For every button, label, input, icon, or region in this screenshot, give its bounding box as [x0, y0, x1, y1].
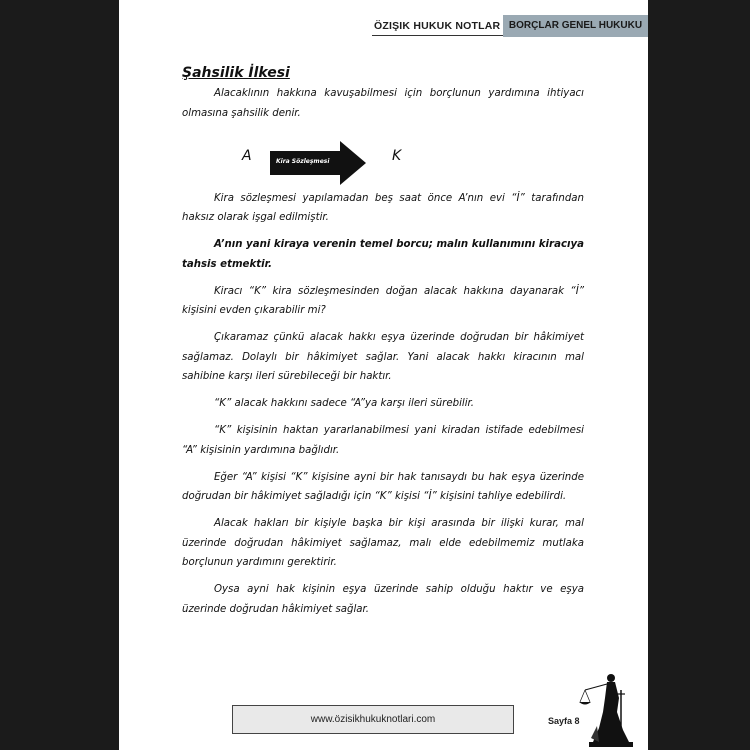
- section-title: Şahsilik İlkesi: [182, 65, 290, 81]
- paragraph: Kiracı “K” kira sözleşmesinden doğan alacak hakkına dayanarak “İ” kişisini evden çıkarabilir mi?: [182, 285, 584, 316]
- paragraph: Eğer “A” kişisi “K” kişisine ayni bir hak tanısaydı bu hak eşya üzerinde doğrudan bir hâkimiyet sağladığı için “K” kişisi “İ” kişisini tahliye edebilirdi.: [182, 471, 584, 502]
- header-underline: [372, 35, 504, 36]
- paragraph: “K” kişisinin haktan yararlanabilmesi yani kiradan istifade edebilmesi “A” kişisinin yardımına bağlıdır.: [182, 425, 584, 456]
- arrow-label: Kira Sözleşmesi: [276, 157, 330, 165]
- intro-paragraph: Alacaklının hakkına kavuşabilmesi için borçlunun yardımına ihtiyacı olmasına şahsilik denir.: [182, 88, 584, 119]
- page-content: [182, 62, 584, 627]
- paragraph: Alacak hakları bir kişiyle başka bir kişi arasında bir ilişki kurar, mal üzerinde doğrudan hâkimiyet sağlamaz, malı elde edebilmemiz mutlaka borçlunun yardımını gerektirir.: [182, 518, 584, 568]
- page-number: Sayfa 8: [548, 716, 580, 726]
- paragraph: Oysa ayni hak kişinin eşya üzerinde sahip olduğu haktır ve eşya üzerinde doğrudan hâkimiyet sağlar.: [182, 584, 584, 615]
- paragraph: Çıkaramaz çünkü alacak hakkı eşya üzerinde doğrudan bir hâkimiyet sağlamaz. Dolaylı bir hâkimiyet sağlar. Yani alacak hakkı kiracının mal sahibine karşı ileri sürebileceği bir haktır.: [182, 332, 584, 382]
- rental-diagram: [182, 131, 584, 183]
- paragraph: “K” alacak hakkını sadece “A”ya karşı ileri sürebilir.: [214, 398, 475, 409]
- header-title: ÖZIŞIK HUKUK NOTLAR: [374, 20, 501, 32]
- document-page: [119, 0, 648, 750]
- lady-justice-emblem: [577, 668, 637, 748]
- header-section-tag: BORÇLAR GENEL HUKUKU: [503, 15, 648, 37]
- diagram-left-label: A: [242, 147, 252, 164]
- footer-website-box: www.özisikhukuknotlari.com: [232, 705, 514, 734]
- paragraph: Kira sözleşmesi yapılamadan beş saat önce A’nın evi “İ” tarafından haksız olarak işgal edilmiştir.: [182, 192, 584, 223]
- diagram-right-label: K: [392, 147, 402, 164]
- paragraph-emphasis: A’nın yani kiraya verenin temel borcu; malın kullanımını kiracıya tahsis etmektir.: [182, 239, 584, 270]
